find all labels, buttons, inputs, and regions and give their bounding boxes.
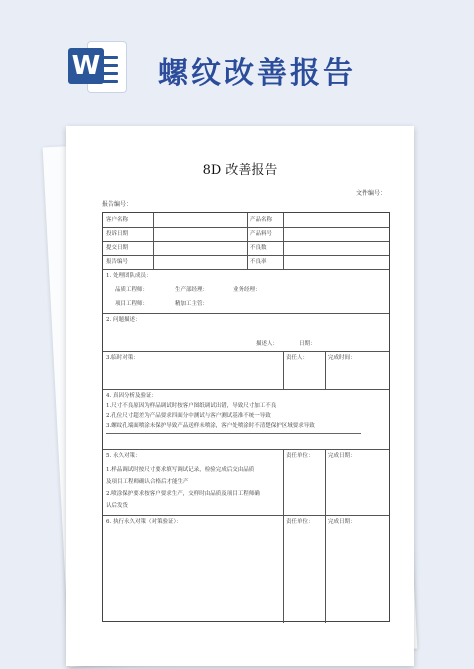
word-logo-letter: W (68, 48, 104, 84)
banner-title: 螺纹改善报告 (158, 56, 356, 91)
report-number-label: 报告编号： (102, 201, 133, 208)
temporary-done-label: 完成时间： (328, 355, 356, 361)
execution-owner-label: 责任单位： (286, 519, 314, 525)
root-cause-item-3: 3.螺纹孔端面喷涂未保护导致产品送样未喷涂，客户处喷涂时不清楚保护区域要求导致 (106, 423, 315, 429)
team-production-manager: 生产部经理： (175, 287, 209, 293)
report-form (102, 212, 390, 622)
team-business-manager: 业务经理： (233, 287, 261, 293)
team-finishing-supervisor: 精加工主管： (175, 301, 209, 307)
root-cause-label: 4. 真因分析及验证： (106, 393, 157, 399)
team-quality-engineer: 品质工程师： (115, 287, 149, 293)
page-header (0, 0, 474, 120)
execution-done-label: 完成日期： (328, 519, 356, 525)
document-title: 8D 改善报告 (202, 163, 278, 178)
info-label-part-number: 产品料号 (250, 231, 273, 237)
info-label-submit-date: 提交日期 (106, 245, 129, 251)
info-label-complaint-date: 投诉日期 (106, 231, 129, 237)
document-page (66, 126, 414, 666)
problem-date: 日期： (299, 341, 316, 347)
execution-label: 6. 执行永久对策（对策验证）： (106, 519, 182, 525)
permanent-item-1: 1.样品调试时按尺寸要求填写调试记录，检验完成后交由品质 (106, 467, 255, 473)
permanent-done-label: 完成日期： (328, 453, 356, 459)
temporary-measure-label: 3.临时对策： (106, 355, 139, 361)
problem-label: 2. 问题描述： (106, 317, 141, 323)
info-label-product-name: 产品名称 (250, 217, 273, 223)
permanent-item-2: 及项目工程师确认合格后才能生产 (106, 479, 189, 485)
underline-divider (106, 433, 361, 434)
permanent-measure-label: 5. 永久对策： (106, 453, 141, 459)
team-project-engineer: 项目工程师： (115, 301, 149, 307)
root-cause-item-2: 2.孔位尺寸超差为产品要求四面分中测试与客户测试基准不统一导致 (106, 413, 271, 419)
info-label-defect-count: 不良数 (250, 245, 267, 251)
permanent-item-3: 2.喷涂保护要求按客户要求生产，交样时由品质及项目工程师确 (106, 491, 260, 497)
problem-describer: 描述人： (256, 341, 279, 347)
info-label-defect-rate: 不良率 (250, 259, 267, 265)
permanent-owner-label: 责任单位： (286, 453, 314, 459)
file-number-label: 文件编号： (356, 190, 387, 197)
temporary-owner-label: 责任人： (286, 355, 309, 361)
team-label: 1. 处理团队成员： (106, 273, 152, 279)
word-icon (68, 38, 130, 100)
root-cause-item-1: 1.尺寸不良原因为样品调试时按客户图纸调试出错，导致尺寸加工不良 (106, 403, 277, 409)
info-label-customer: 客户名称 (106, 217, 129, 223)
permanent-item-4: 认后发货 (106, 503, 129, 509)
info-label-report-number: 报告编号 (106, 259, 129, 265)
